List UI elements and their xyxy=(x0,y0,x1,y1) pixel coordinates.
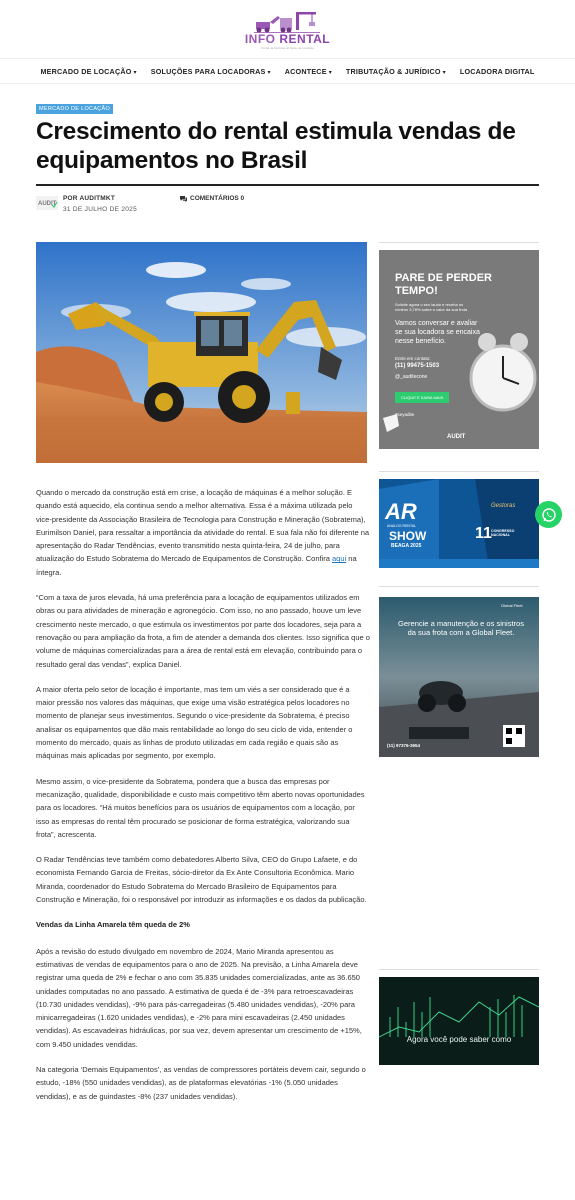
sidebar-divider xyxy=(379,471,539,472)
author-link[interactable]: POR AUDITMKT xyxy=(63,195,115,202)
nav-label: SOLUÇÕES PARA LOCADORAS xyxy=(150,66,266,76)
whatsapp-icon xyxy=(541,507,557,523)
gestoras-label: Gestoras xyxy=(491,503,516,509)
paragraph-4: Mesmo assim, o vice-presidente da Sobratema, pondera que a busca das empresas por mecanização, qualidade, disponibilidade e custo mais competitivo têm aberto novas oportunidades para os locadores. “Há muitos benefícios para os usuários de equipamentos com a locação, por isso as empresas do rental têm procurado se posicionar de forma estratégica, valorizando sua frota”, acrescenta. xyxy=(36,776,365,839)
ad-text: mínimo 3,78% sobre o valor da sua frota xyxy=(395,307,468,312)
ad-cta-button[interactable]: CLIQUE E SAIBA MAIS xyxy=(395,392,449,403)
paragraph-text: na íntegra. xyxy=(36,554,357,577)
ad-brand: Global Fleet xyxy=(501,603,523,608)
event-logo: AR xyxy=(385,499,417,524)
backhoe-loader-photo xyxy=(36,242,367,463)
category-badge[interactable]: MERCADO DE LOCAÇÃO xyxy=(36,104,113,114)
full-study-link[interactable]: aqui xyxy=(332,554,347,564)
ad-caption: Agora você pode saber como xyxy=(406,1035,512,1044)
ad-hashtag: #seyadite xyxy=(395,412,415,417)
article-body xyxy=(36,486,370,1115)
congress-number: 11 xyxy=(475,525,492,542)
event-sub: ANALOG RENTAL xyxy=(387,524,417,528)
ad-brand: AUDIT xyxy=(447,434,466,440)
nav-item-acontece[interactable] xyxy=(285,67,332,76)
ad-text: nesse benefício. xyxy=(395,338,446,345)
ad-handle: @_auditecone xyxy=(395,374,428,380)
nav-label: MERCADO DE LOCAÇÃO xyxy=(40,66,132,76)
ad-phone: (11) 97376-3654 xyxy=(387,743,421,748)
comments-link[interactable] xyxy=(180,195,244,202)
sidebar-divider xyxy=(379,969,539,970)
paragraph-7: Na categoria ‘Demais Equipamentos’, as vendas de compressores portáteis devem cair, segundo o estudo, -18% (550 unidades vendidas), as de plataformas elevatórias -1% (5.050 unidades vendidas), e as de guindastes -8% (237 unidades vendidas). xyxy=(36,1064,366,1101)
article-title: Crescimento do rental estimula vendas de equipamentos no Brasil xyxy=(36,118,516,174)
ad-headline: TEMPO! xyxy=(395,285,438,297)
paragraph-text: Quando o mercado da construção está em crise, a locação de máquinas é a melhor solução. E quando está aquecido, ela continua sendo a melhor alternativa. Essa é a máxima utilizada pelo vice-presidente da Associação Brasileira de Tecnologia para Construção e Mineração (Sobratema), Eurimilson Daniel, para ressaltar a importância da atividade do rental. E sua fala não foi diferente na apresentação do Radar Tendências, evento transmitido nesta quinta-feira, 24 de julho, para atualização do Estudo Sobratema do Mercado de Equipamentos de Construção. Confira xyxy=(36,488,370,564)
logo-info-text: INFO xyxy=(244,32,276,46)
paragraph-5: O Radar Tendências teve também como debatedores Alberto Silva, CEO do Grupo Lafaete, e do economista Fernando Garcia de Freitas, sócio-diretor da Ex Ante Consultoria Econômica. Mario Miranda, coordenador do Estudo Sobratema do Mercado Brasileiro de Equipamentos para Construção e Mineração, foi o responsável por introduzir as informações e os dados da publicação. xyxy=(36,855,367,905)
ad-phone: (11) 99475-1503 xyxy=(395,363,440,369)
paragraph-1 xyxy=(36,486,370,579)
section-subheading: Vendas da Linha Amarela têm queda de 2% xyxy=(36,920,190,930)
nav-item-solucoes[interactable] xyxy=(151,67,271,76)
sidebar-divider xyxy=(379,242,539,243)
sidebar-ad-audit[interactable] xyxy=(379,250,539,449)
publish-date: 31 DE JULHO DE 2025 xyxy=(63,206,137,213)
nav-label: TRIBUTAÇÃO & JURÍDICO xyxy=(345,66,441,76)
logo-tagline: Portal de Notícias do Setor de Locação xyxy=(261,46,314,50)
ad-headline: Gerencie a manutenção e os sinistros da sua frota com a Global Fleet. xyxy=(398,619,524,637)
article-meta xyxy=(36,194,539,218)
title-divider xyxy=(36,184,539,186)
congress-label: CONGRESSO NACIONAL xyxy=(491,529,515,537)
event-show: SHOW xyxy=(389,529,427,543)
paragraph-2: “Com a taxa de juros elevada, há uma preferência para a locação de equipamentos utilizados em obras ou para atividades de mineração e agronegócio. Com isso, no ano passado, houve um leve crescimento neste mercado, o que estimula os investimentos por parte dos locadores, seja para a renovação ou para ampliação da frota, a fim de atender a demanda dos clientes. Isso significa que o volume de máquinas comercializadas para a área de rental está em elevação, contribuindo para o resultado geral das vendas”, explica Daniel. xyxy=(36,593,370,669)
ad-text: Entre em contato: xyxy=(395,356,431,361)
chevron-down-icon: ▾ xyxy=(442,69,446,76)
logo-rental-text: RENTAL xyxy=(279,32,331,46)
site-logo[interactable] xyxy=(245,8,330,50)
logo-graphic xyxy=(252,8,322,34)
author-avatar xyxy=(36,196,58,210)
sidebar-divider xyxy=(379,586,539,587)
sidebar-ad-global-fleet[interactable] xyxy=(379,597,539,757)
site-header xyxy=(0,0,575,58)
comments-count: COMENTÁRIOS 0 xyxy=(190,195,245,202)
ad-text: Solicite agora o seu laudo e receba no xyxy=(395,302,464,307)
ad-text: Vamos conversar e avaliar xyxy=(395,320,478,327)
nav-item-mercado[interactable] xyxy=(40,67,136,76)
svg-text:AUDIT: AUDIT xyxy=(38,201,57,207)
ad-text: se sua locadora se encaixa xyxy=(395,329,480,336)
nav-label: LOCADORA DIGITAL xyxy=(459,66,535,76)
paragraph-3: A maior oferta pelo setor de locação é importante, mas tem um viés a ser considerado que é a maior pressão nos valores das máquinas, que exige uma visão estratégica pelos locadores no momento de planejar seus investimentos. Segundo o vice-presidente da Sobratema, é preciso analisar os equipamentos que dão mais rentabilidade ao longo do seu ciclo de vida, entender o momento do mercado, quais as linhas de produto utilizadas em cada região e quais são as máquinas mais aplicadas por segmento, por exemplo. xyxy=(36,684,353,761)
ad-headline: PARE DE PERDER xyxy=(395,272,492,284)
nav-label: ACONTECE xyxy=(284,66,327,76)
comment-icon xyxy=(180,196,187,202)
nav-item-locadora-digital[interactable] xyxy=(460,67,535,76)
main-nav xyxy=(0,58,575,84)
hero-image xyxy=(36,242,367,463)
event-year: BEAGA 2025 xyxy=(391,543,422,549)
paragraph-6: Após a revisão do estudo divulgado em novembro de 2024, Mario Miranda apresentou as estimativas de vendas de equipamentos para o ano de 2025. Na previsão, a Linha Amarela deve registrar uma queda de 2% e fechar o ano com 35.835 unidades comercializadas, ante as 36.650 unidades computadas no ano passado. A estimativa de queda é de -3% para retroescavadeiras (10.730 unidades vendidas), -9% para pás-carregadeiras (5.480 unidades vendidas), -20% para minicarregadeiras (1.620 unidades vendidas), e -2% para mini escavadeiras (2.450 unidades vendidas). As escavadeiras hidráulicas, por sua vez, devem apresentar um crescimento de +15%, com 9.450 unidades vendidas. xyxy=(36,946,362,1049)
chevron-down-icon: ▾ xyxy=(267,69,271,76)
logo-wordmark xyxy=(245,34,330,45)
chevron-down-icon: ▾ xyxy=(328,69,332,76)
sidebar-ad-rental-show[interactable] xyxy=(379,479,539,568)
nav-item-tributacao[interactable] xyxy=(346,67,446,76)
whatsapp-button[interactable] xyxy=(535,501,562,528)
sidebar-ad-data[interactable] xyxy=(379,977,539,1065)
chevron-down-icon: ▾ xyxy=(133,69,137,76)
data-chart-graphic xyxy=(379,977,539,1065)
